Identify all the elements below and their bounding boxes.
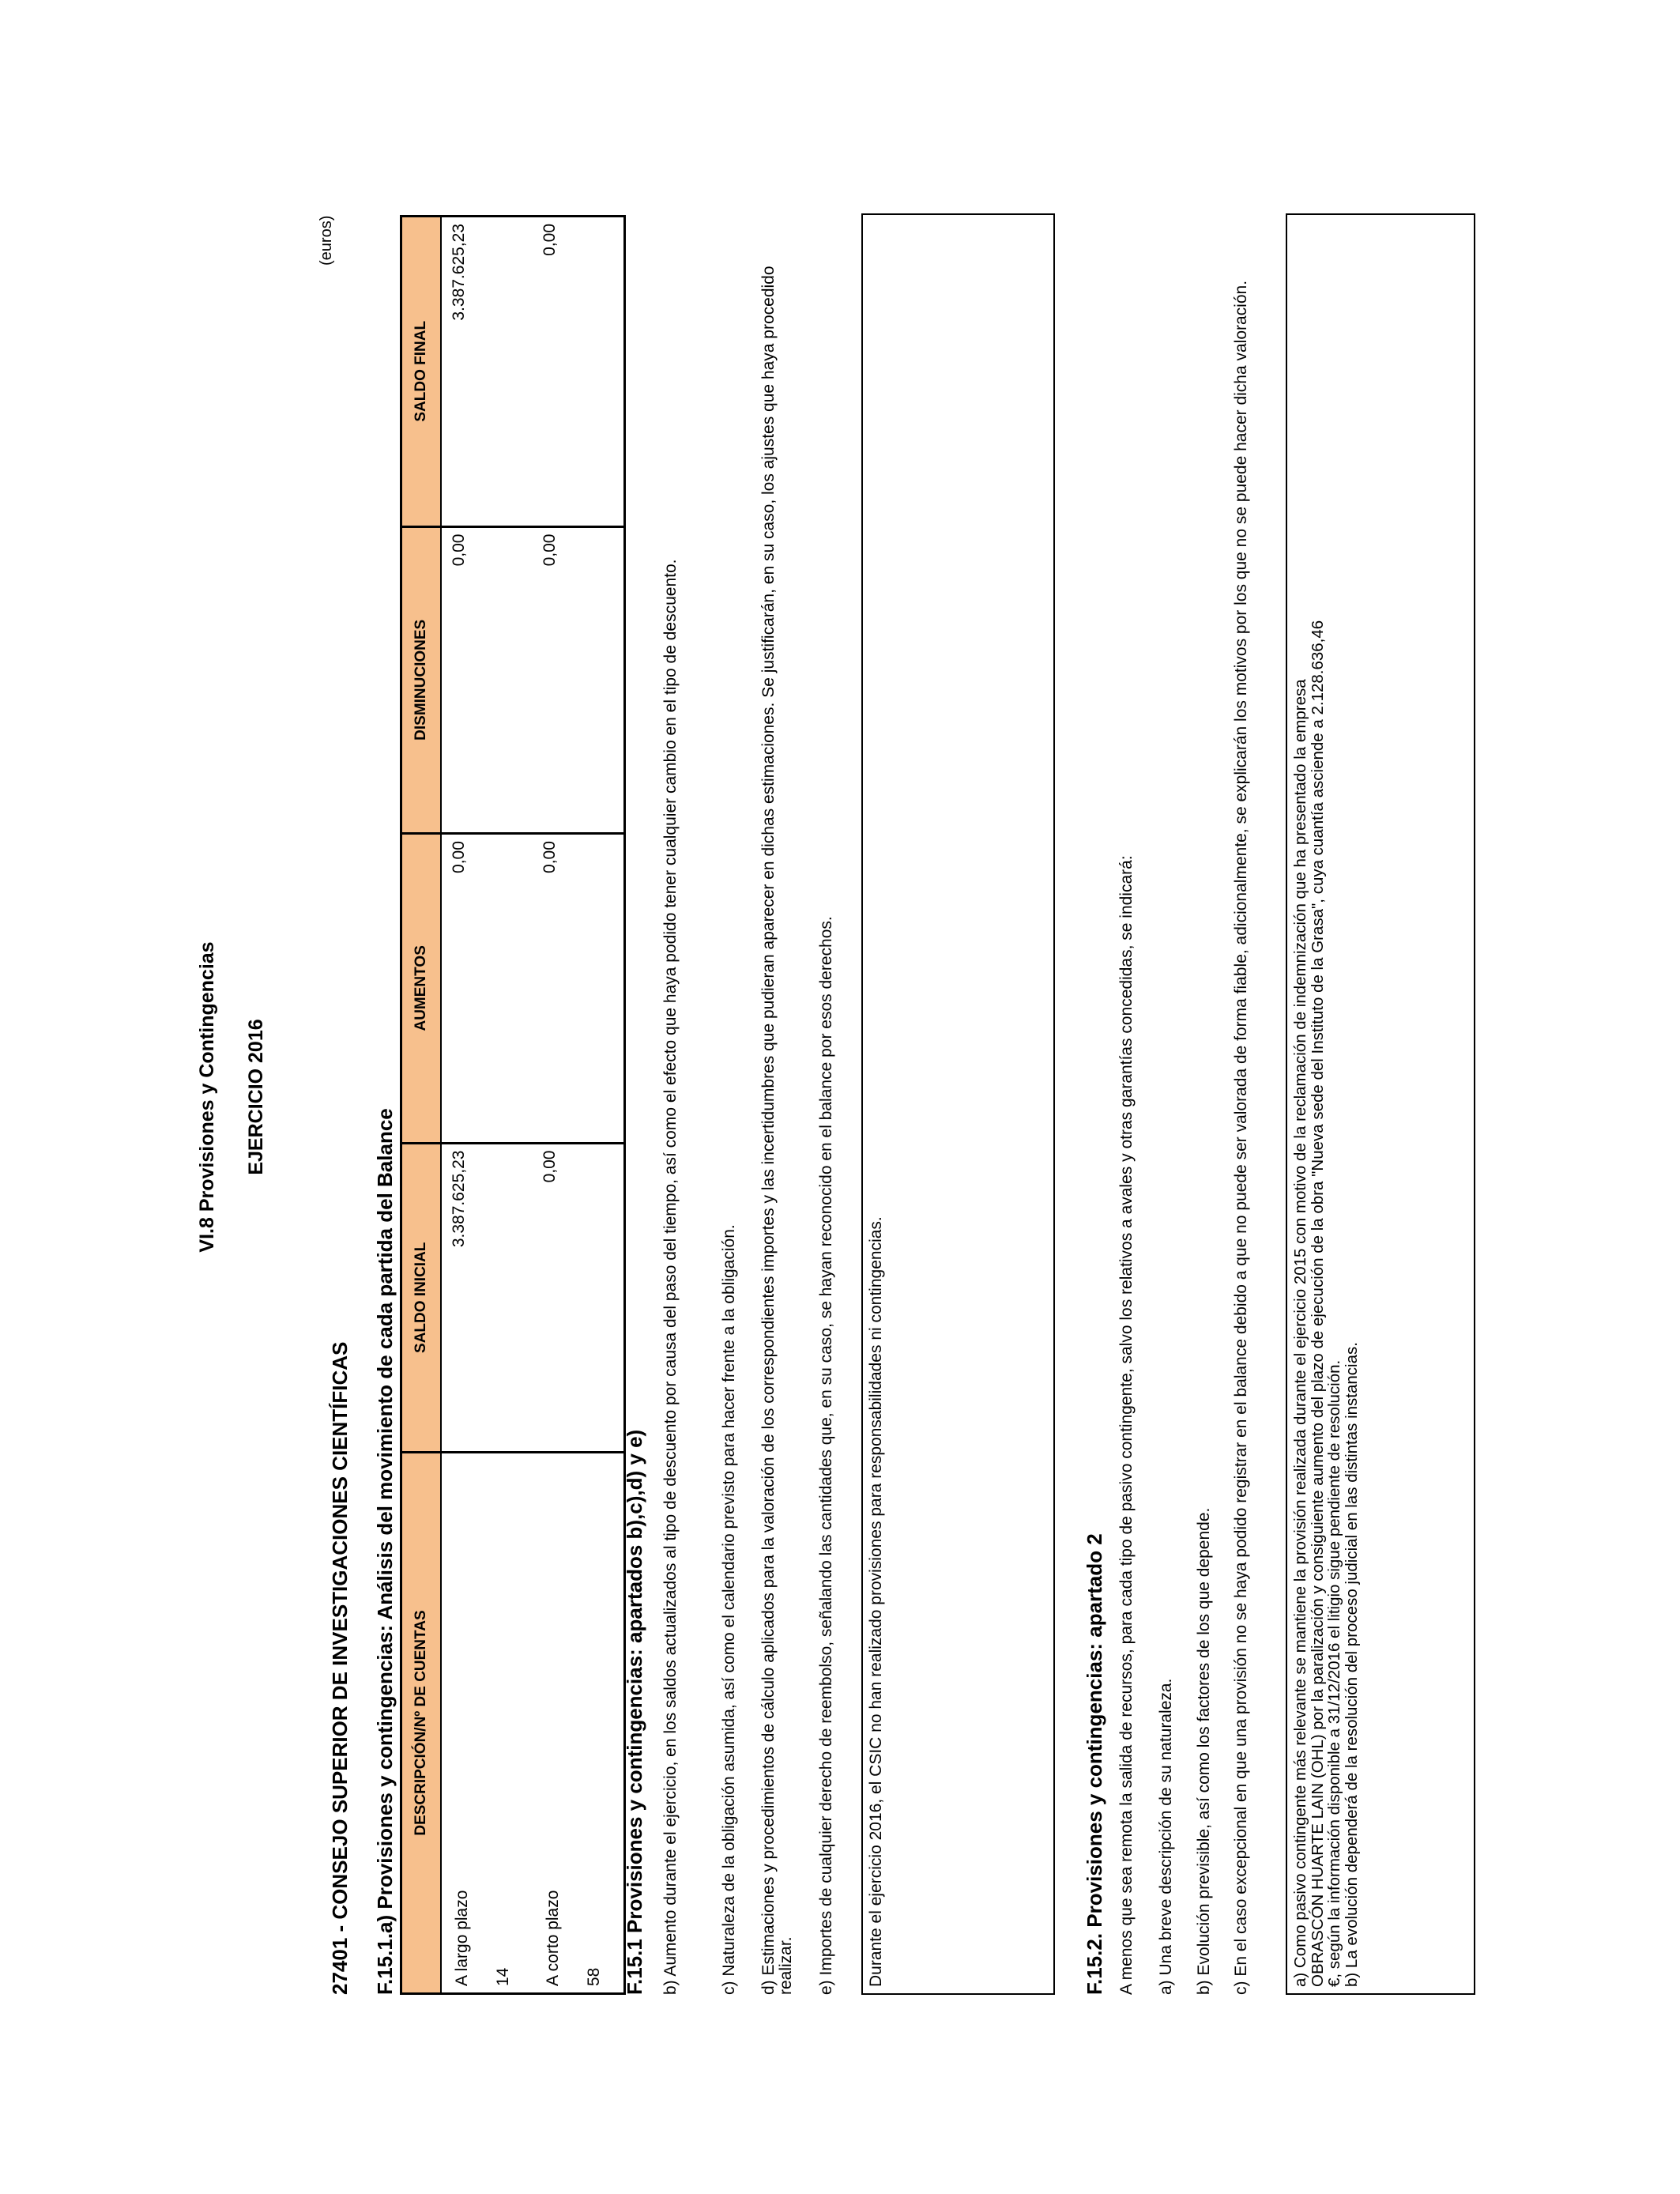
section-2-text-box: [1286, 213, 1475, 1995]
page-title: VI.8 Provisiones y Contingencias: [196, 941, 218, 1253]
table-row: [441, 217, 533, 1994]
cell-saldo-final: 3.387.625,23: [441, 217, 533, 527]
section-b-box-text: Durante el ejercicio 2016, el CSIC no han realizado provisiones para responsabilidades ni contingencias.: [867, 1216, 885, 1987]
section-2-title: F.15.2. Provisiones y contingencias: apartado 2: [1083, 1533, 1106, 1995]
section-2-box-text: a) Como pasivo contingente más relevante se mantiene la provisión realizada durante el ejercicio 2015 con motivo de la reclamación de indemnización que ha presentado la empresa OBRASCÓN HUARTE LAIN (OHL) por la paralización y consiguiente aumento del plazo de ejecución de la obra "Nueva sede del Instituto de la Grasa", cuya cuantía asciende a 2.128.636,46 €, según la información disponible a 31/12/2016 el litigio sigue pendiente de resolución. b) La evolución dependerá de la resolución del proceso judicial en las distintas instancias.: [1291, 620, 1361, 1987]
section-2-intro: A menos que sea remota la salida de recursos, para cada tipo de pasivo contingente, salvo los relativos a avales y otras garantías concedidas, se indicará:: [1117, 855, 1136, 1995]
cell-disminuciones: 0,00: [533, 526, 625, 834]
movement-table: [400, 215, 626, 1995]
units-label: (euros): [318, 215, 335, 266]
section-b-item-d: d) Estimaciones y procedimientos de cálculo aplicados para la valoración de los correspondientes importes y las incertidumbres que pudieran aparecer en dichas estimaciones. Se justificarán, en su caso, los ajustes que haya procedido realizar.: [759, 266, 795, 1995]
row-account-code: 14: [494, 1967, 512, 1986]
row-description-name: A corto plazo: [544, 1890, 562, 1986]
col-header-saldo-final: SALDO FINAL: [401, 217, 442, 527]
section-b-item-c: c) Naturaleza de la obligación asumida, así como el calendario previsto para hacer frente a la obligación.: [720, 1224, 738, 1995]
section-b-title: F.15.1 Provisiones y contingencias: apartados b),c),d) y e): [623, 1429, 646, 1995]
row-description-name: A largo plazo: [453, 1890, 471, 1986]
row-description: [533, 1453, 625, 1994]
cell-saldo-final: 0,00: [533, 217, 625, 527]
col-header-saldo-inicial: SALDO INICIAL: [401, 1143, 442, 1452]
section-b-item-b: b) Aumento durante el ejercicio, en los saldos actualizados al tipo de descuento por causa del paso del tiempo, así como el efecto que haya podido tener cualquier cambio en el tipo de descuento.: [661, 559, 680, 1995]
col-header-aumentos: AUMENTOS: [401, 834, 442, 1143]
row-account-code: 58: [585, 1967, 603, 1986]
table-header-row: [401, 217, 442, 1994]
cell-saldo-inicial: 3.387.625,23: [441, 1143, 533, 1452]
cell-aumentos: 0,00: [533, 834, 625, 1143]
organization-heading: 27401 - CONSEJO SUPERIOR DE INVESTIGACIONES CIENTÍFICAS: [328, 1341, 352, 1995]
page-subtitle: EJERCICIO 2016: [245, 1019, 267, 1175]
section-a-title: F.15.1.a) Provisiones y contingencias: Análisis del movimiento de cada partida del Balance: [373, 1108, 397, 1995]
section-b-item-e: e) Importes de cualquier derecho de reembolso, señalando las cantidades que, en su caso, se hayan reconocido en el balance por esos derechos.: [817, 916, 835, 1995]
cell-saldo-inicial: 0,00: [533, 1143, 625, 1452]
cell-aumentos: 0,00: [441, 834, 533, 1143]
section-2-item-a: a) Una breve descripción de su naturaleza.: [1157, 1678, 1175, 1995]
row-description: [441, 1453, 533, 1994]
cell-disminuciones: 0,00: [441, 526, 533, 834]
col-header-disminuciones: DISMINUCIONES: [401, 526, 442, 834]
table-row: [533, 217, 625, 1994]
section-2-item-b: b) Evolución previsible, así como los factores de los que depende.: [1195, 1507, 1213, 1995]
col-header-description: DESCRIPCIÓN/Nº DE CUENTAS: [401, 1453, 442, 1994]
section-b-text-box: [861, 213, 1055, 1995]
section-2-item-c: c) En el caso excepcional en que una provisión no se haya podido registrar en el balance debido a que no puede ser valorada de forma fiable, adicionalmente, se explicarán los motivos por los que no se puede hacer dicha valoración.: [1232, 280, 1250, 1995]
